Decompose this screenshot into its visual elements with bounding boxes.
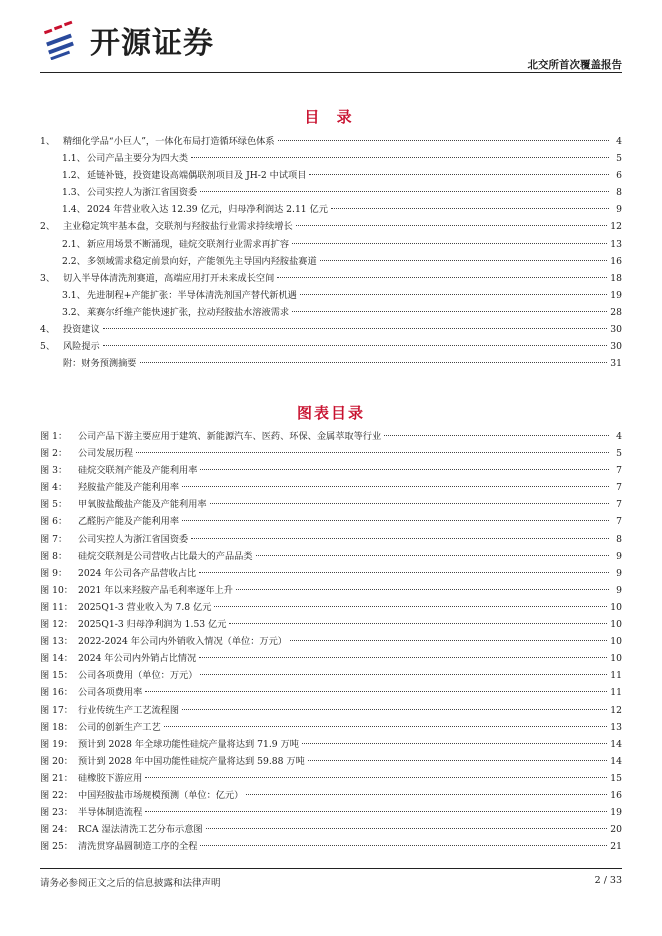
entry-number: 图 1：: [40, 431, 68, 442]
leader-dots: [302, 743, 607, 744]
entry-title: 公司实控人为浙江省国资委: [78, 533, 189, 545]
figure-entry[interactable]: [40, 787, 622, 804]
figure-entry[interactable]: [40, 667, 622, 684]
figure-entry[interactable]: [40, 702, 622, 719]
entry-number: 1.2、: [62, 170, 86, 182]
report-type: 北交所首次覆盖报告: [527, 59, 622, 71]
entry-number: 1.3、: [62, 187, 86, 199]
figure-entry[interactable]: [40, 804, 622, 821]
entry-page: 10: [610, 601, 622, 613]
header-divider: [40, 72, 622, 73]
toc-title: 目 录: [304, 108, 358, 126]
leader-dots: [331, 208, 609, 209]
toc-entry[interactable]: [40, 218, 622, 235]
leader-dots: [103, 328, 608, 329]
leader-dots: [182, 520, 609, 521]
entry-page: 11: [610, 670, 622, 682]
figure-entry[interactable]: [40, 565, 622, 582]
entry-title: 延链补链，投资建设高端偶联剂项目及 JH-2 中试项目: [87, 170, 307, 182]
entry-page: 9: [616, 584, 622, 596]
leader-dots: [256, 555, 609, 556]
leader-dots: [145, 811, 607, 812]
figure-entry[interactable]: [40, 838, 622, 855]
leader-dots: [290, 640, 607, 641]
entry-page: 14: [610, 738, 622, 750]
figure-entry[interactable]: [40, 736, 622, 753]
figure-entry[interactable]: [40, 719, 622, 736]
entry-title: 硅烷交联剂是公司营收占比最大的产品品类: [78, 550, 253, 562]
leader-dots: [384, 435, 609, 436]
entry-number: 图 16：: [40, 687, 73, 699]
entry-title: 2025Q1-3 营业收入为 7.8 亿元: [78, 601, 212, 613]
leader-dots: [214, 606, 607, 607]
entry-number: 图 5：: [40, 499, 68, 511]
leader-dots: [145, 777, 607, 778]
entry-number: 2.1、: [62, 238, 86, 250]
leader-dots: [199, 572, 609, 573]
entry-number: 图 7：: [40, 533, 68, 545]
entry-page: 13: [610, 721, 622, 733]
entry-number: 图 19：: [40, 738, 73, 750]
leader-dots: [278, 140, 609, 141]
entry-title: 风险提示: [63, 341, 100, 353]
entry-number: 图 24：: [40, 824, 73, 836]
entry-number: 1.4、: [62, 204, 86, 216]
entry-page: 14: [610, 755, 622, 767]
leader-dots: [191, 538, 609, 539]
toc-entry[interactable]: [40, 338, 622, 355]
entry-number: 图 3：: [40, 465, 68, 477]
entry-page: 9: [616, 204, 622, 216]
entry-page: 5: [616, 153, 622, 165]
entry-title: 公司的创新生产工艺: [78, 721, 161, 733]
entry-page: 7: [616, 482, 622, 494]
entry-number: 图 14：: [40, 653, 73, 665]
entry-number: 图 4：: [40, 482, 68, 494]
figure-entry[interactable]: [40, 821, 622, 838]
entry-page: 9: [616, 550, 622, 562]
toc-entry[interactable]: [40, 167, 622, 184]
figures-list: [40, 428, 622, 855]
figure-entry[interactable]: [40, 462, 622, 479]
leader-dots: [292, 243, 607, 244]
figure-entry[interactable]: [40, 650, 622, 667]
toc-entry[interactable]: [40, 201, 622, 218]
entry-number: 5、: [40, 341, 56, 353]
entry-page: 16: [610, 255, 622, 267]
entry-number: 图 13：: [40, 636, 73, 648]
entry-page: 11: [610, 687, 622, 699]
figure-entry[interactable]: [40, 684, 622, 701]
entry-page: 28: [610, 306, 622, 318]
toc-entry[interactable]: [40, 253, 622, 270]
leader-dots: [182, 709, 607, 710]
leader-dots: [292, 311, 607, 312]
entry-page: 8: [616, 533, 622, 545]
entry-number: 3.1、: [62, 289, 86, 301]
entry-number: 图 20：: [40, 755, 73, 767]
entry-number: 3.2、: [62, 306, 86, 318]
figure-entry[interactable]: [40, 582, 622, 599]
entry-page: 10: [610, 653, 622, 665]
entry-page: 15: [610, 772, 622, 784]
toc-entry[interactable]: [40, 355, 622, 372]
leader-dots: [229, 623, 607, 624]
figures-title: 图表目录: [296, 404, 365, 422]
leader-dots: [277, 277, 607, 278]
figure-entry[interactable]: [40, 633, 622, 650]
figure-entry[interactable]: [40, 599, 622, 616]
entry-title: RCA 湿法清洗工艺分布示意图: [78, 824, 203, 836]
toc-entry[interactable]: [40, 236, 622, 253]
entry-number: 图 18：: [40, 721, 73, 733]
entry-page: 7: [616, 499, 622, 511]
entry-title: 中国羟胺盐市场规模预测（单位：亿元）: [78, 789, 244, 801]
leader-dots: [145, 691, 607, 692]
entry-number: 图 12：: [40, 619, 73, 631]
entry-page: 16: [610, 789, 622, 801]
entry-title: 2022-2024 年公司内外销收入情况（单位：万元）: [78, 636, 287, 648]
leader-dots: [309, 174, 609, 175]
footer-divider: [40, 868, 622, 869]
leader-dots: [210, 503, 609, 504]
leader-dots: [308, 760, 608, 761]
leader-dots: [320, 260, 608, 261]
entry-page: 4: [616, 431, 622, 442]
leader-dots: [296, 225, 608, 226]
leader-dots: [246, 794, 607, 795]
entry-number: 图 11：: [40, 601, 73, 613]
entry-title: 预计到 2028 年全球功能性硅烷产量将达到 71.9 万吨: [78, 738, 299, 750]
entry-title: 甲氧胺盐酸盐产能及产能利用率: [78, 499, 207, 511]
logo-mark-icon: [42, 20, 82, 60]
entry-number: 2、: [40, 221, 56, 233]
entry-page: 20: [610, 824, 622, 836]
entry-title: 切入半导体清洗剂赛道，高端应用打开未来成长空间: [63, 272, 275, 284]
toc-entry[interactable]: [40, 133, 622, 150]
leader-dots: [200, 469, 609, 470]
leader-dots: [191, 157, 609, 158]
figure-entry[interactable]: [40, 496, 622, 513]
entry-page: 13: [610, 238, 622, 250]
entry-title: 硅烷交联剂产能及产能利用率: [78, 465, 198, 477]
entry-page: 10: [610, 619, 622, 631]
toc-list: [40, 133, 622, 372]
entry-number: 图 8：: [40, 550, 68, 562]
figure-entry[interactable]: [40, 479, 622, 496]
entry-number: 1、: [40, 136, 56, 147]
entry-page: 5: [616, 448, 622, 460]
entry-page: 19: [610, 289, 622, 301]
entry-number: 图 6：: [40, 516, 68, 528]
entry-title: 莱赛尔纤维产能快速扩张，拉动羟胺盐水溶液需求: [87, 306, 290, 318]
entry-title: 2024 年公司各产品营收占比: [78, 567, 197, 579]
figure-entry[interactable]: [40, 548, 622, 565]
entry-page: 7: [616, 516, 622, 528]
footer-disclaimer: 请务必参阅正文之后的信息披露和法律声明: [40, 878, 221, 889]
entry-title: 清洗贯穿晶圆制造工序的全程: [78, 841, 198, 853]
entry-title: 多领域需求稳定前景向好，产能领先主导国内羟胺盐赛道: [87, 255, 317, 267]
entry-title: 2024 年公司内外销占比情况: [78, 653, 197, 665]
leader-dots: [236, 589, 609, 590]
figure-entry[interactable]: [40, 616, 622, 633]
leader-dots: [200, 674, 607, 675]
entry-title: 羟胺盐产能及产能利用率: [78, 482, 180, 494]
leader-dots: [140, 362, 608, 363]
entry-page: 4: [616, 136, 622, 147]
entry-number: 图 23：: [40, 807, 73, 819]
toc-entry[interactable]: [40, 304, 622, 321]
entry-title: 主业稳定筑牢基本盘，交联剂与羟胺盐行业需求持续增长: [63, 221, 293, 233]
toc-entry[interactable]: [40, 150, 622, 167]
entry-number: 图 17：: [40, 704, 73, 716]
company-name: 开源证券: [90, 26, 214, 61]
entry-number: 1.1、: [62, 153, 86, 165]
entry-page: 31: [610, 358, 622, 370]
company-logo: [42, 18, 214, 62]
leader-dots: [136, 452, 609, 453]
entry-title: 新应用场景不断涌现，硅烷交联剂行业需求再扩容: [87, 238, 290, 250]
entry-number: 图 25：: [40, 841, 73, 853]
entry-page: 19: [610, 807, 622, 819]
entry-title: 乙醛肟产能及产能利用率: [78, 516, 180, 528]
figure-entry[interactable]: [40, 513, 622, 530]
entry-title: 附：财务预测摘要: [63, 358, 137, 370]
entry-page: 9: [616, 567, 622, 579]
entry-title: 公司产品下游主要应用于建筑、新能源汽车、医药、环保、金属萃取等行业: [78, 431, 382, 442]
entry-title: 公司发展历程: [78, 448, 134, 460]
entry-title: 半导体制造流程: [78, 807, 143, 819]
entry-page: 7: [616, 465, 622, 477]
entry-number: 图 10：: [40, 584, 73, 596]
entry-title: 先进制程+产能扩张：半导体清洗剂国产替代新机遇: [87, 289, 297, 301]
entry-page: 12: [610, 704, 622, 716]
leader-dots: [103, 345, 608, 346]
entry-page: 18: [610, 272, 622, 284]
leader-dots: [200, 845, 607, 846]
toc-entry[interactable]: [40, 321, 622, 338]
entry-page: 21: [610, 841, 622, 853]
entry-number: 图 21：: [40, 772, 73, 784]
entry-title: 公司实控人为浙江省国资委: [87, 187, 198, 199]
entry-number: 图 22：: [40, 789, 73, 801]
entry-number: 图 15：: [40, 670, 73, 682]
entry-title: 公司各项费用率: [78, 687, 143, 699]
toc-entry[interactable]: [40, 287, 622, 304]
entry-title: 行业传统生产工艺流程图: [78, 704, 180, 716]
entry-number: 图 9：: [40, 567, 68, 579]
leader-dots: [206, 828, 608, 829]
entry-number: 2.2、: [62, 255, 86, 267]
entry-number: 3、: [40, 272, 56, 284]
entry-number: 4、: [40, 324, 56, 336]
leader-dots: [199, 657, 607, 658]
figure-entry[interactable]: [40, 770, 622, 787]
entry-title: 公司各项费用（单位：万元）: [78, 670, 198, 682]
entry-title: 2025Q1-3 归母净利润为 1.53 亿元: [78, 619, 227, 631]
entry-title: 2024 年营业收入达 12.39 亿元，归母净利润达 2.11 亿元: [87, 204, 328, 216]
entry-page: 8: [616, 187, 622, 199]
entry-title: 预计到 2028 年中国功能性硅烷产量将达到 59.88 万吨: [78, 755, 305, 767]
entry-page: 6: [616, 170, 622, 182]
entry-page: 10: [610, 636, 622, 648]
entry-title: 硅橡胶下游应用: [78, 772, 143, 784]
page-number: 2 / 33: [594, 875, 622, 886]
entry-title: 公司产品主要分为四大类: [87, 153, 189, 165]
entry-page: 30: [610, 324, 622, 336]
leader-dots: [200, 191, 609, 192]
leader-dots: [182, 486, 609, 487]
figure-entry[interactable]: [40, 753, 622, 770]
figure-entry[interactable]: [40, 531, 622, 548]
figure-entry[interactable]: [40, 428, 622, 445]
leader-dots: [164, 726, 608, 727]
page-header: [0, 0, 662, 72]
entry-page: 12: [610, 221, 622, 233]
toc-entry[interactable]: [40, 184, 622, 201]
entry-title: 投资建议: [63, 324, 100, 336]
toc-entry[interactable]: [40, 270, 622, 287]
figure-entry[interactable]: [40, 445, 622, 462]
entry-page: 30: [610, 341, 622, 353]
leader-dots: [300, 294, 607, 295]
entry-title: 精细化学品“小巨人”，一体化布局打造循环绿色体系: [63, 136, 275, 147]
entry-number: 图 2：: [40, 448, 68, 460]
entry-title: 2021 年以来羟胺产品毛利率逐年上升: [78, 584, 233, 596]
